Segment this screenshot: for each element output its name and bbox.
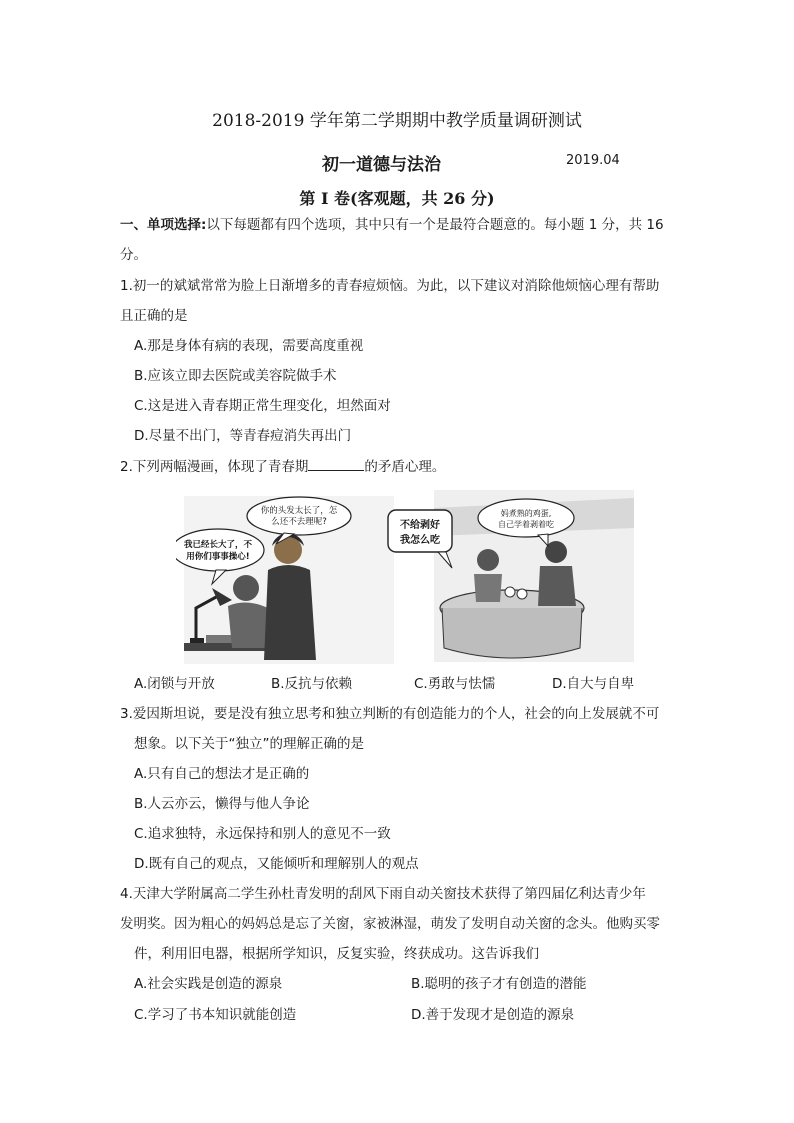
exam-title: 2018-2019 学年第二学期期中教学质量调研测试	[212, 111, 582, 131]
section-instruction	[120, 216, 664, 234]
cartoon-child-bubble-line2: 我怎么吃	[400, 535, 440, 546]
cartoon-child-bubble-line1: 不给剥好	[400, 520, 440, 531]
q3-stem-cont: 想象。以下关于“独立”的理解正确的是	[134, 736, 364, 752]
q4-stem-cont2: 件，利用旧电器，根据所学知识，反复实验，终获成功。这告诉我们	[134, 946, 539, 962]
answer-blank	[308, 457, 364, 471]
q2-stem-pre: 2.下列两幅漫画，体现了青春期	[120, 459, 309, 475]
q4-option-b: B.聪明的孩子才有创造的潜能	[411, 976, 587, 992]
cartoon-boy-bubble-line2: 用你们事事操心!	[186, 552, 250, 562]
q4-option-c: C.学习了书本知识就能创造	[134, 1007, 297, 1023]
cartoon-illustration	[176, 488, 638, 666]
exam-subject: 初一道德与法治	[322, 155, 441, 175]
q1-option-b: B.应该立即去医院或美容院做手术	[134, 368, 337, 384]
section-instruction-cont: 分。	[120, 247, 147, 263]
q4-option-a: A.社会实践是创造的源泉	[134, 976, 283, 992]
q2-stem-post: 的矛盾心理。	[364, 459, 446, 475]
q1-stem-cont: 且正确的是	[120, 308, 188, 324]
q2-stem	[120, 457, 445, 476]
q3-option-d: D.既有自己的观点，又能倾听和理解别人的观点	[134, 856, 419, 872]
cartoon-right-panel	[388, 490, 634, 662]
q3-option-a: A.只有自己的想法才是正确的	[134, 766, 310, 782]
cartoon-left-bubble-line1: 你的头发太长了，怎	[260, 506, 338, 516]
volume-heading: 第 Ⅰ 卷(客观题，共 26 分)	[299, 189, 495, 208]
cartoon-mom-bubble-line1: 妈煮熟的鸡蛋,	[500, 509, 552, 518]
cartoon-left-bubble-line2: 么还不去理呢?	[271, 517, 327, 527]
cartoon-mom-bubble-line2: 自己学着剥着吃	[498, 520, 554, 529]
q2-option-d: D.自大与自卑	[552, 676, 635, 692]
q1-option-a: A.那是身体有病的表现，需要高度重视	[134, 338, 364, 354]
section-lead: 一、单项选择:	[120, 217, 207, 233]
cartoon-left-panel	[176, 496, 394, 664]
q4-stem: 4.天津大学附属高二学生孙杜青发明的刮风下雨自动关窗技术获得了第四届亿利达青少年	[120, 886, 646, 902]
q1-option-c: C.这是进入青春期正常生理变化，坦然面对	[134, 398, 391, 414]
q4-stem-cont1: 发明奖。因为粗心的妈妈总是忘了关窗，家被淋湿，萌发了发明自动关窗的念头。他购买零	[120, 916, 660, 932]
q2-option-c: C.勇敢与怯懦	[414, 676, 496, 692]
q1-option-d: D.尽量不出门，等青春痘消失再出门	[134, 428, 352, 444]
q3-option-b: B.人云亦云，懒得与他人争论	[134, 796, 310, 812]
q4-option-d: D.善于发现才是创造的源泉	[411, 1007, 575, 1023]
section-instruction-text: 以下每题都有四个选项，其中只有一个是最符合题意的。每小题 1 分，共 16	[206, 217, 664, 233]
cartoon-boy-bubble-line1: 我已经长大了，不	[183, 540, 253, 550]
q2-option-b: B.反抗与依赖	[271, 676, 353, 692]
q3-stem: 3.爱因斯坦说，要是没有独立思考和独立判断的有创造能力的个人，社会的向上发展就不可	[120, 706, 660, 722]
q1-stem: 1.初一的斌斌常常为脸上日渐增多的青春痘烦恼。为此，以下建议对消除他烦恼心理有帮助	[120, 278, 660, 294]
exam-date: 2019.04	[566, 153, 620, 168]
q3-option-c: C.追求独特，永远保持和别人的意见不一致	[134, 826, 391, 842]
q2-option-a: A.闭锁与开放	[134, 676, 215, 692]
